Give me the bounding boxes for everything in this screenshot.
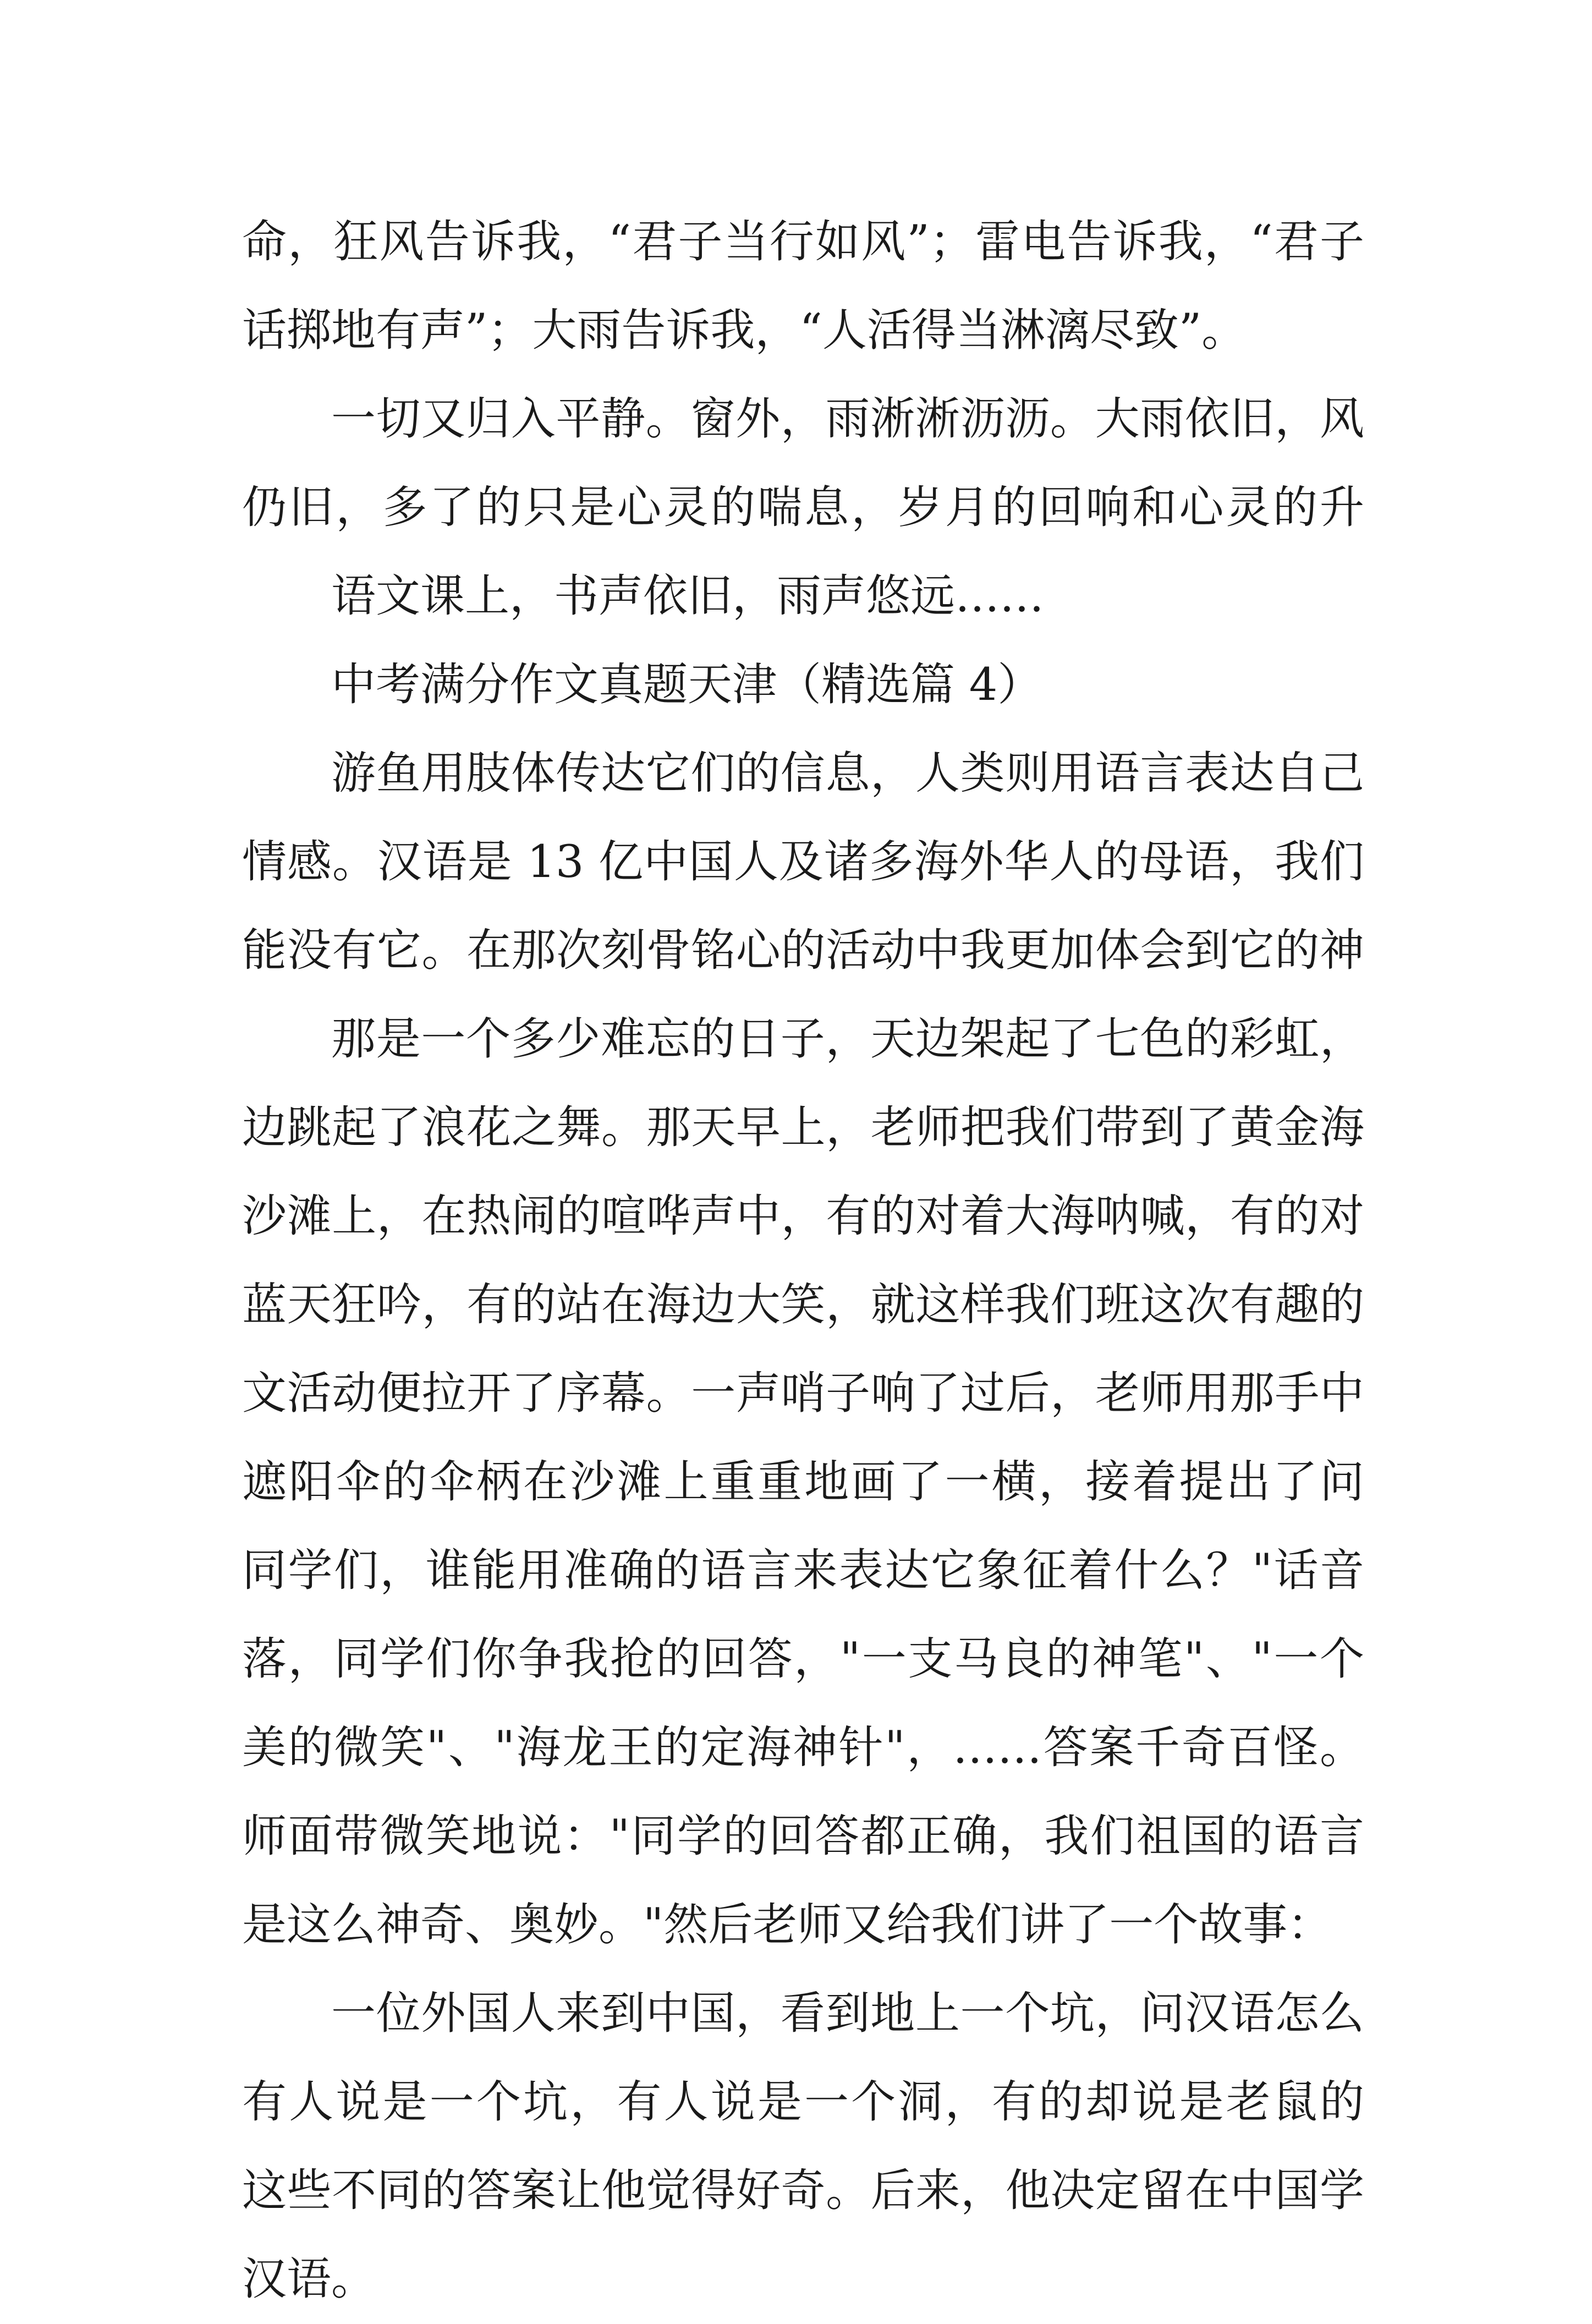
section-heading: 中考满分作文真题天津（精选篇 4）: [331, 659, 1042, 711]
text-line: 边跳起了浪花之舞。那天早上，老师把我们带到了黄金海: [242, 1102, 1364, 1154]
text-line: 落，同学们你争我抢的回答，"一支马良的神笔"、"一个: [242, 1634, 1364, 1685]
text-line: 情感。汉语是 13 亿中国人及诸多海外华人的母语，我们: [242, 836, 1364, 888]
text-line: 沙滩上，在热闹的喧哗声中，有的对着大海呐喊，有的对: [242, 1191, 1364, 1242]
text-line: 汉语。: [242, 2254, 376, 2305]
paragraph-start-line: 语文课上，书声依旧，雨声悠远……: [331, 571, 1045, 622]
text-line: 话掷地有声”；大雨告诉我，“人活得当淋漓尽致”。: [242, 305, 1247, 357]
paragraph-start-line: 一切又归入平静。窗外，雨淅淅沥沥。大雨依旧，风: [331, 393, 1364, 445]
text-line: 师面带微笑地说："同学的回答都正确，我们祖国的语言: [242, 1811, 1364, 1862]
text-line: 美的微笑"、"海龙王的定海神针"，……答案千奇百怪。: [242, 1722, 1364, 1774]
text-line: 同学们，谁能用准确的语言来表达它象征着什么？"话音: [242, 1545, 1364, 1597]
article-body: [242, 198, 1364, 2324]
text-line: 有人说是一个坑，有人说是一个洞，有的却说是老鼠的: [242, 2076, 1364, 2128]
text-line: 命，狂风告诉我，“君子当行如风”；雷电告诉我，“君子: [242, 216, 1364, 268]
text-line: 是这么神奇、奥妙。"然后老师又给我们讲了一个故事：: [242, 1899, 1332, 1951]
text-line: 遮阳伞的伞柄在沙滩上重重地画了一横，接着提出了问: [242, 1456, 1364, 1508]
text-line: 文活动便拉开了序幕。一声哨子响了过后，老师用那手中: [242, 1368, 1364, 1419]
paragraph-start-line: 那是一个多少难忘的日子，天边架起了七色的彩虹，: [331, 1013, 1364, 1065]
text-line: 这些不同的答案让他觉得好奇。后来，他决定留在中国学: [242, 2165, 1364, 2217]
text-line: 蓝天狂吟，有的站在海边大笑，就这样我们班这次有趣的: [242, 1279, 1364, 1331]
text-line: 能没有它。在那次刻骨铭心的活动中我更加体会到它的神: [242, 925, 1364, 977]
paragraph-start-line: 游鱼用肢体传达它们的信息，人类则用语言表达自己: [331, 748, 1364, 799]
paragraph-start-line: 一位外国人来到中国，看到地上一个坑，问汉语怎么: [331, 1988, 1364, 2040]
text-line: 仍旧，多了的只是心灵的喘息，岁月的回响和心灵的升: [242, 482, 1364, 534]
